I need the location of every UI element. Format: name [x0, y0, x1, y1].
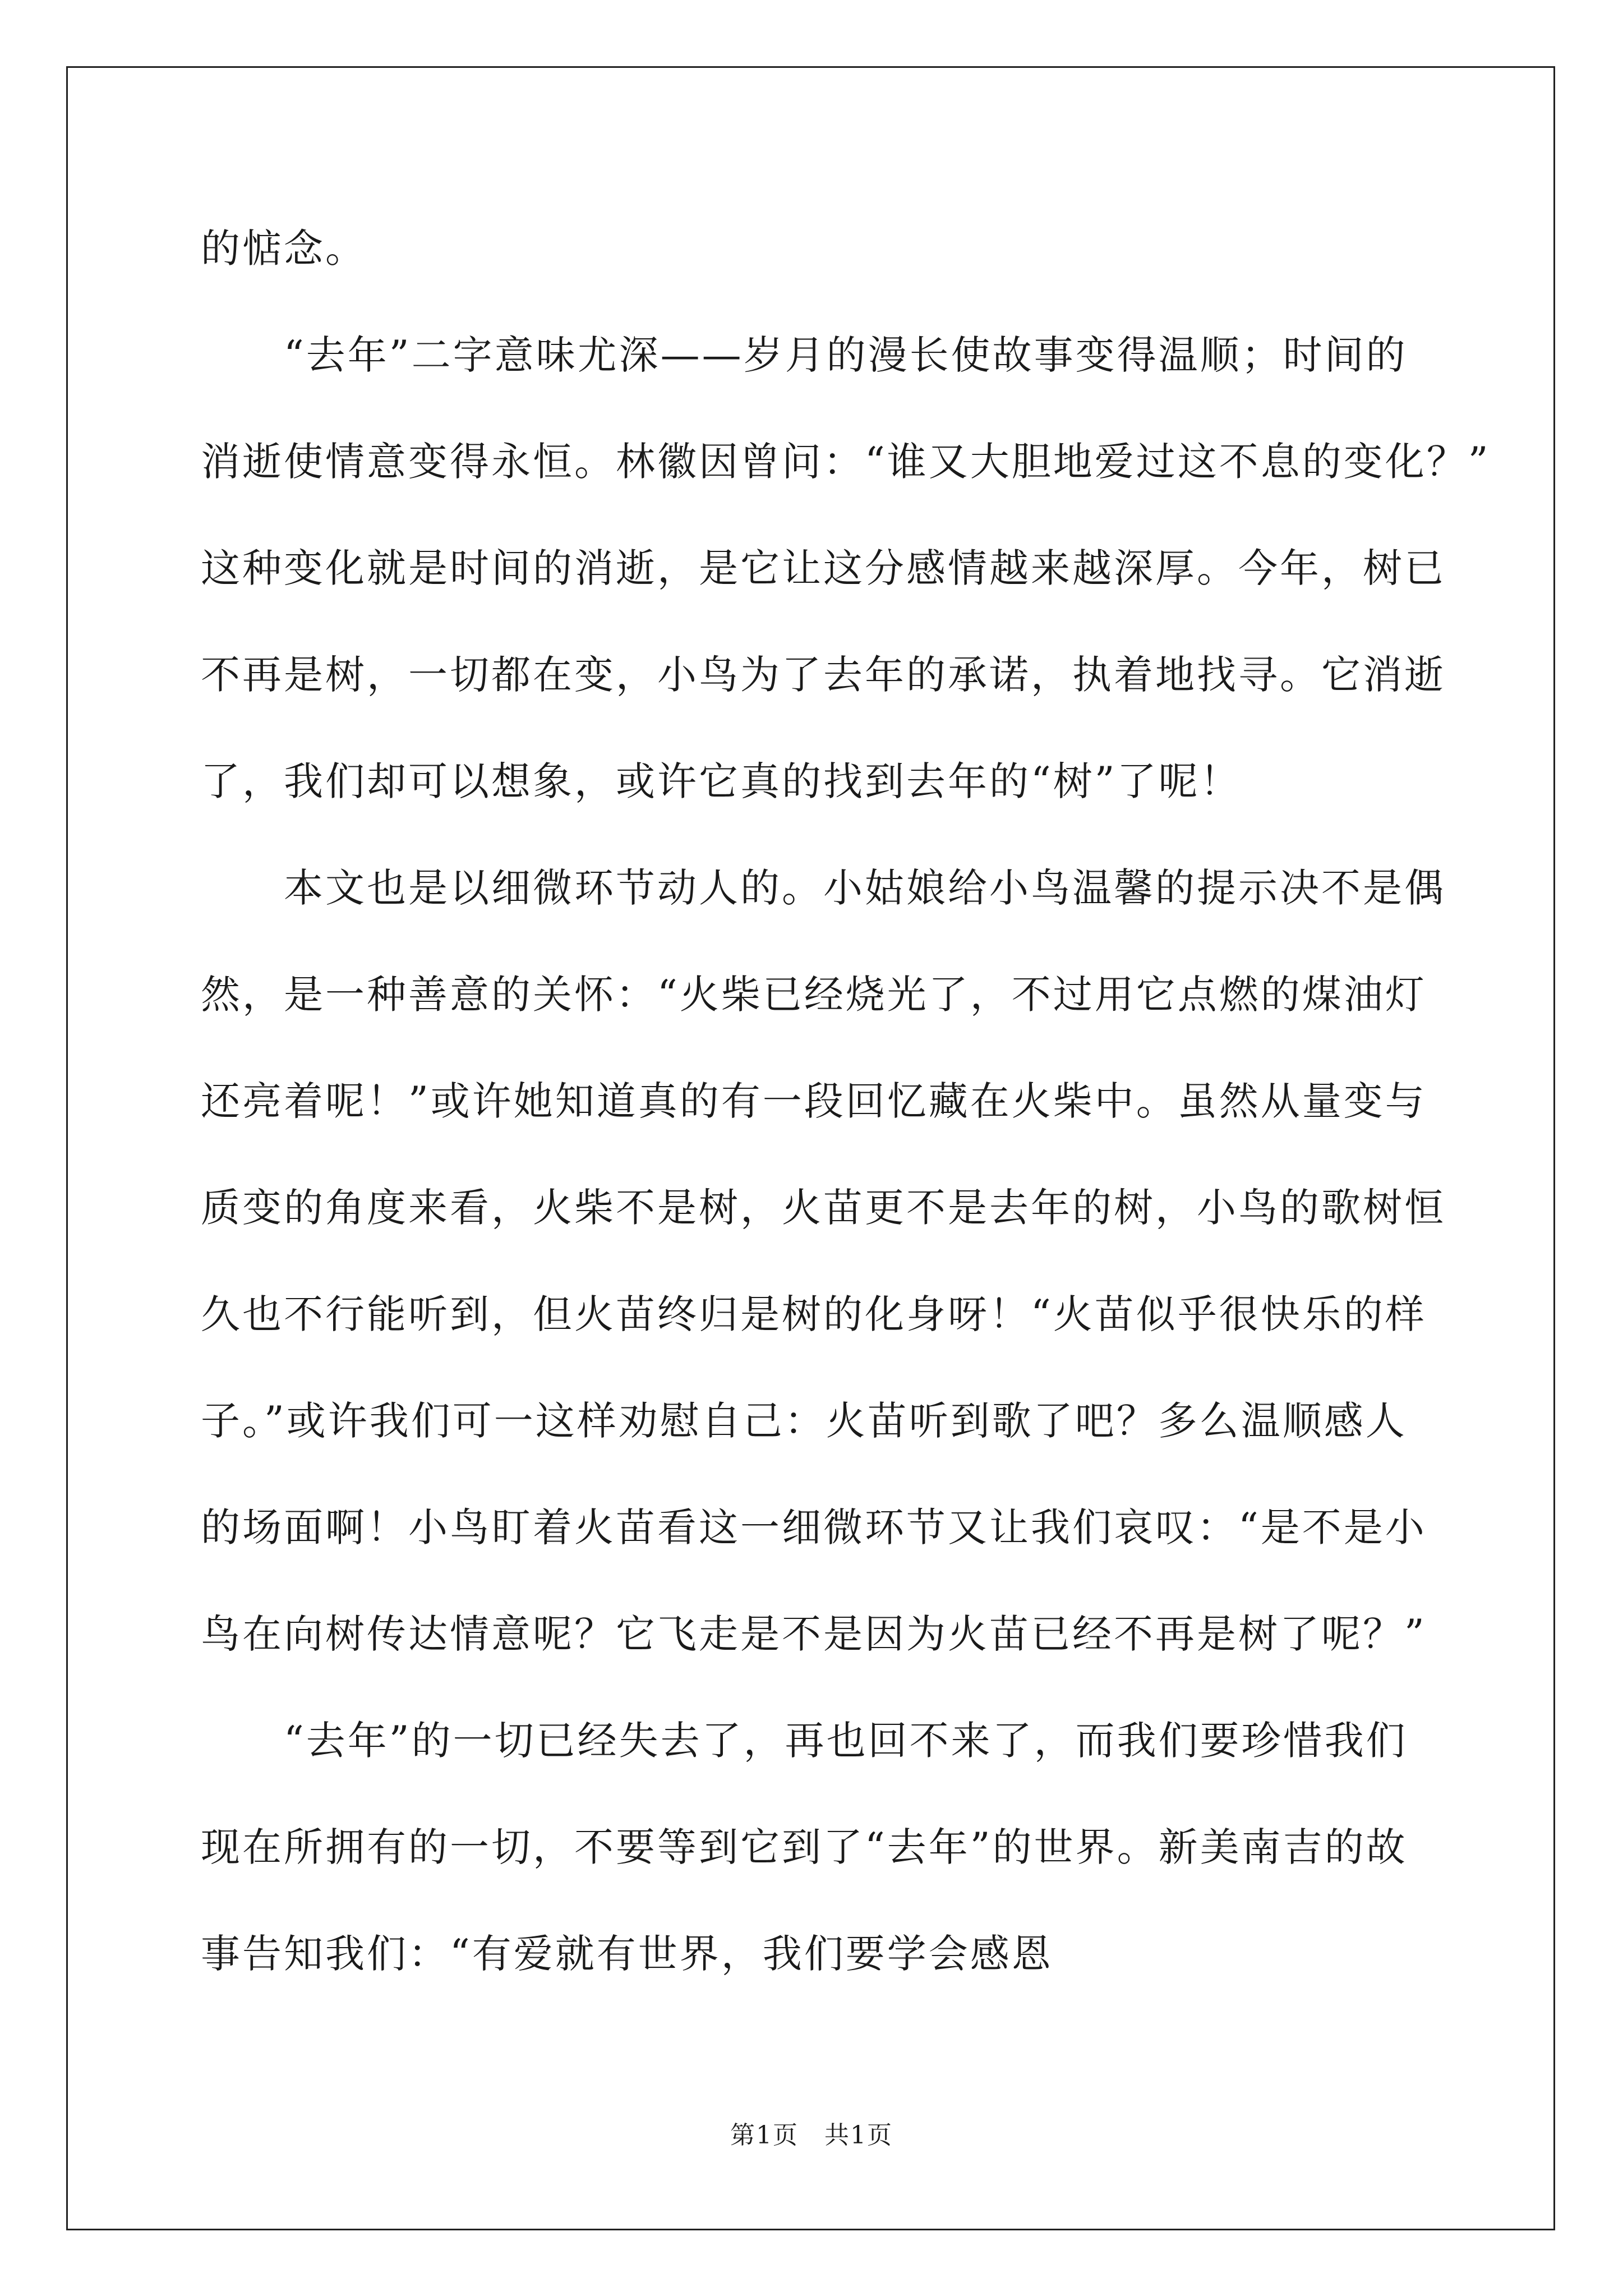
text-line: “去年”的一切已经失去了，再也回不来了，而我们要珍惜我们 [201, 1718, 1408, 1764]
page-number-footer: 第1页 共1页 [730, 2121, 893, 2150]
text-line: 的惦念。 [201, 226, 367, 272]
text-line: 的场面啊！小鸟盯着火苗看这一细微环节又让我们哀叹：“是不是小 [201, 1504, 1427, 1550]
text-line: 不再是树，一切都在变，小鸟为了去年的承诺，执着地找寻。它消逝 [201, 652, 1446, 698]
text-line: “去年”二字意味尤深——岁月的漫长使故事变得温顺；时间的 [201, 332, 1408, 378]
text-line: 然，是一种善意的关怀：“火柴已经烧光了，不过用它点燃的煤油灯 [201, 972, 1427, 1018]
text-line: 消逝使情意变得永恒。林徽因曾问：“谁又大胆地爱过这不息的变化？” [201, 439, 1491, 485]
text-line: 这种变化就是时间的消逝，是它让这分感情越来越深厚。今年，树已 [201, 545, 1446, 591]
text-line: 鸟在向树传达情意呢？它飞走是不是因为火苗已经不再是树了呢？” [201, 1611, 1427, 1657]
text-line: 久也不行能听到，但火苗终归是树的化身呀！“火苗似乎很快乐的样 [201, 1291, 1427, 1337]
text-line: 现在所拥有的一切，不要等到它到了“去年”的世界。新美南吉的故 [201, 1824, 1408, 1870]
text-line: 事告知我们：“有爱就有世界，我们要学会感恩 [201, 1931, 1053, 1977]
text-line: 子。”或许我们可一这样劝慰自己：火苗听到歌了吧？多么温顺感人 [201, 1398, 1407, 1444]
text-line: 本文也是以细微环节动人的。小姑娘给小鸟温馨的提示决不是偶 [201, 865, 1446, 911]
text-line: 还亮着呢！”或许她知道真的有一段回忆藏在火柴中。虽然从量变与 [201, 1078, 1427, 1124]
document-body [201, 195, 1491, 2007]
text-line: 质变的角度来看，火柴不是树，火苗更不是去年的树，小鸟的歌树恒 [201, 1185, 1446, 1231]
text-line: 了，我们却可以想象，或许它真的找到去年的“树”了呢！ [201, 758, 1242, 804]
